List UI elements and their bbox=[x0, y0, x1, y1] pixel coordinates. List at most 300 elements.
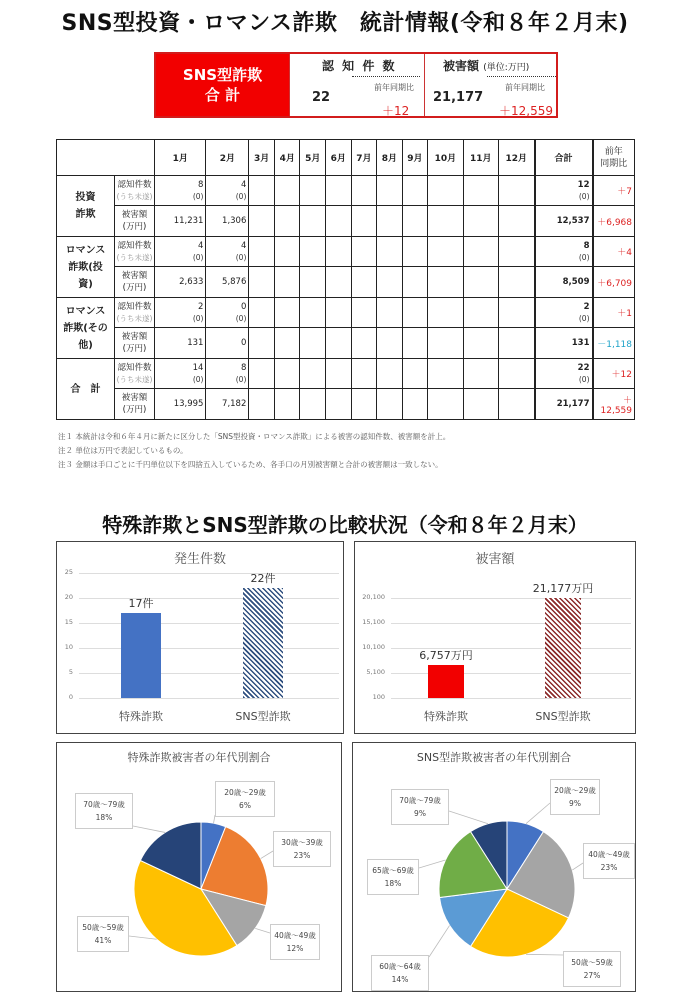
y-tick-label: 20 bbox=[64, 593, 73, 601]
cell-damage bbox=[326, 389, 352, 420]
callout-label: 70歳～79歳 bbox=[399, 796, 441, 805]
sub-label-line: (うち未遂) bbox=[116, 313, 153, 323]
sub-label-damage bbox=[115, 267, 155, 298]
note-2: 注２ 単位は万円で表記しているもの。 bbox=[58, 446, 188, 455]
chart-title: 被害額 bbox=[475, 552, 515, 567]
header-month: 11月 bbox=[463, 140, 498, 176]
cell-damage bbox=[377, 389, 403, 420]
cell-count bbox=[206, 237, 249, 267]
cell-count bbox=[463, 359, 498, 389]
count-total: 8 bbox=[583, 241, 590, 251]
cell-damage-yoy: ＋12,559 bbox=[593, 389, 635, 420]
callout-leader-line bbox=[526, 803, 550, 824]
cell-count bbox=[206, 359, 249, 389]
callout-label: 65歳～69歳 bbox=[372, 866, 414, 875]
count-header: 認 知 件 数 bbox=[322, 59, 397, 73]
note-3: 注３ 金額は手口ごとに千円単位以下を四捨五入しているため、各手口の月別被害額と合計の被害額は一致しない。 bbox=[58, 460, 443, 469]
cell-count bbox=[249, 359, 275, 389]
header-total: 合計 bbox=[535, 140, 593, 176]
callout-label: 40歳～49歳 bbox=[274, 931, 316, 940]
cell-damage bbox=[377, 328, 403, 359]
attempt-total: (0) bbox=[578, 314, 590, 323]
table-row-damage bbox=[57, 267, 635, 298]
sub-label-count bbox=[115, 359, 155, 389]
y-tick-label: 10 bbox=[64, 643, 73, 651]
cell-count bbox=[206, 298, 249, 328]
cell-damage: 5,876 bbox=[206, 267, 249, 298]
sub-label-line: (万円) bbox=[122, 344, 147, 354]
cell-count bbox=[463, 176, 498, 206]
cell-damage bbox=[249, 206, 275, 237]
sub-label-line: (万円) bbox=[122, 222, 147, 232]
category-label-line: 詐欺 bbox=[75, 209, 96, 220]
callout-leader-line bbox=[419, 860, 445, 868]
count-value: 0 bbox=[240, 302, 247, 312]
cell-count-total bbox=[535, 359, 593, 389]
pie-callout bbox=[371, 955, 429, 991]
attempt-value: (0) bbox=[235, 375, 247, 384]
divider bbox=[352, 76, 420, 77]
cell-damage bbox=[351, 267, 377, 298]
cell-damage bbox=[402, 328, 428, 359]
damage-bar-chart bbox=[354, 541, 636, 734]
cell-damage bbox=[463, 267, 498, 298]
callout-percent: 9% bbox=[414, 809, 426, 818]
cell-damage bbox=[326, 206, 352, 237]
header-month: 7月 bbox=[351, 140, 377, 176]
sub-label-damage bbox=[115, 328, 155, 359]
damage-compare-label: 前年同期比 bbox=[505, 83, 545, 92]
category-label-line: 投資 bbox=[75, 192, 96, 203]
sub-label-line: (うち未遂) bbox=[116, 252, 153, 262]
header-month: 10月 bbox=[428, 140, 463, 176]
count-value: 14 bbox=[192, 363, 204, 373]
summary-label-line2: 合 計 bbox=[204, 86, 241, 104]
sub-label-line: 被害額 bbox=[121, 271, 148, 281]
cell-count bbox=[300, 176, 326, 206]
gridline bbox=[79, 648, 339, 649]
count-value: 4 bbox=[240, 241, 247, 251]
sns-fraud-age-pie-chart bbox=[352, 742, 636, 992]
category-label bbox=[57, 176, 115, 237]
category-label-line: 資) bbox=[78, 278, 93, 290]
cell-count-yoy: ＋1 bbox=[593, 298, 635, 328]
category-label-line: 詐欺(投 bbox=[68, 261, 103, 273]
cell-count bbox=[249, 298, 275, 328]
table-header-row bbox=[57, 140, 635, 176]
sub-label-line: 被害額 bbox=[121, 210, 148, 220]
cell-count bbox=[155, 237, 206, 267]
cell-count bbox=[326, 237, 352, 267]
cell-count bbox=[206, 176, 249, 206]
sub-label-line: (万円) bbox=[122, 405, 147, 415]
callout-percent: 12% bbox=[286, 944, 304, 953]
summary-label bbox=[156, 54, 289, 116]
damage-diff: ＋12,559 bbox=[499, 104, 553, 118]
cell-damage-total: 8,509 bbox=[535, 267, 593, 298]
gridline bbox=[79, 698, 339, 699]
callout-leader-line bbox=[429, 925, 450, 957]
cell-damage: 0 bbox=[206, 328, 249, 359]
cell-count bbox=[351, 176, 377, 206]
cell-count bbox=[428, 237, 463, 267]
sub-label-line: 被害額 bbox=[121, 332, 148, 342]
table-row-count bbox=[57, 298, 635, 328]
cell-damage bbox=[351, 206, 377, 237]
cell-damage bbox=[274, 328, 300, 359]
pie-callout bbox=[550, 779, 600, 815]
damage-unit: (単位:万円) bbox=[483, 63, 530, 73]
summary-count-box bbox=[289, 54, 424, 116]
cell-count bbox=[402, 237, 428, 267]
x-category-label: 特殊詐欺 bbox=[424, 710, 468, 723]
header-month: 9月 bbox=[402, 140, 428, 176]
callout-leader-line bbox=[449, 811, 488, 824]
sub-label-damage bbox=[115, 206, 155, 237]
cell-damage bbox=[377, 206, 403, 237]
attempt-total: (0) bbox=[578, 375, 590, 384]
header-month: 1月 bbox=[155, 140, 206, 176]
header-month: 3月 bbox=[249, 140, 275, 176]
header-yoy-line2: 同期比 bbox=[600, 158, 628, 169]
header-month: 8月 bbox=[377, 140, 403, 176]
sub-label-line: 認知件数 bbox=[117, 362, 152, 373]
cell-damage bbox=[428, 206, 463, 237]
category-label-line: ロマンス bbox=[65, 305, 106, 317]
sub-label-count bbox=[115, 298, 155, 328]
cell-count bbox=[377, 359, 403, 389]
y-tick-label: 5 bbox=[68, 668, 73, 676]
bar-data-label: 6,757万円 bbox=[419, 648, 473, 662]
cell-damage-total: 21,177 bbox=[535, 389, 593, 420]
sub-label-line: 認知件数 bbox=[117, 301, 152, 312]
header-yoy bbox=[593, 140, 635, 176]
header-yoy-line1: 前年 bbox=[604, 146, 623, 157]
callout-percent: 27% bbox=[583, 971, 601, 980]
gridline bbox=[391, 623, 631, 624]
y-tick-label: 25 bbox=[64, 568, 73, 576]
count-total: 2 bbox=[583, 302, 590, 312]
y-tick-label: 15,100 bbox=[362, 618, 385, 626]
cell-damage bbox=[498, 267, 534, 298]
y-tick-label: 5,100 bbox=[366, 668, 385, 676]
callout-percent: 9% bbox=[569, 799, 581, 808]
cell-count bbox=[326, 298, 352, 328]
cell-count-yoy: ＋12 bbox=[593, 359, 635, 389]
damage-header-text: 被害額 bbox=[443, 59, 480, 73]
cell-damage bbox=[300, 206, 326, 237]
cell-damage bbox=[428, 267, 463, 298]
x-category-label: 特殊詐欺 bbox=[119, 710, 163, 723]
cell-count bbox=[351, 359, 377, 389]
notes bbox=[58, 430, 450, 472]
cell-count-yoy: ＋7 bbox=[593, 176, 635, 206]
cell-damage bbox=[498, 328, 534, 359]
cell-count bbox=[326, 359, 352, 389]
callout-label: 70歳～79歳 bbox=[83, 800, 125, 809]
bar bbox=[121, 613, 161, 698]
bar bbox=[243, 588, 283, 698]
count-value: 8 bbox=[198, 180, 204, 190]
bar-data-label: 22件 bbox=[250, 572, 276, 585]
cell-damage bbox=[402, 267, 428, 298]
pie-callout bbox=[391, 789, 449, 825]
category-label bbox=[57, 237, 115, 298]
cell-damage bbox=[498, 389, 534, 420]
callout-label: 20歳～29歳 bbox=[224, 788, 266, 797]
count-total: 12 bbox=[577, 180, 590, 190]
cell-damage: 2,633 bbox=[155, 267, 206, 298]
pie-callout bbox=[583, 843, 635, 879]
damage-value: 21,177 bbox=[433, 90, 484, 105]
pie-callout bbox=[273, 831, 331, 867]
attempt-value: (0) bbox=[192, 375, 204, 384]
cell-count bbox=[463, 298, 498, 328]
callout-leader-line bbox=[129, 936, 157, 939]
cell-damage bbox=[402, 389, 428, 420]
cell-damage bbox=[463, 328, 498, 359]
y-tick-label: 0 bbox=[68, 693, 73, 701]
callout-label: 40歳～49歳 bbox=[588, 850, 630, 859]
count-value: 22 bbox=[312, 90, 331, 105]
cell-damage bbox=[463, 389, 498, 420]
divider bbox=[487, 76, 556, 77]
attempt-total: (0) bbox=[578, 192, 590, 201]
sub-label-line: (万円) bbox=[122, 283, 147, 293]
category-label bbox=[57, 298, 115, 359]
y-tick-label: 15 bbox=[64, 618, 73, 626]
summary-label-line1: SNS型詐欺 bbox=[182, 66, 263, 84]
cell-count-total bbox=[535, 176, 593, 206]
table-row-damage bbox=[57, 389, 635, 420]
sub-label-line: 認知件数 bbox=[117, 240, 152, 251]
count-value: 4 bbox=[240, 180, 247, 190]
cell-count bbox=[300, 359, 326, 389]
cell-damage: 7,182 bbox=[206, 389, 249, 420]
sub-label-line: 被害額 bbox=[121, 393, 148, 403]
callout-percent: 23% bbox=[600, 863, 618, 872]
cell-damage bbox=[351, 389, 377, 420]
cell-damage-yoy: －1,118 bbox=[593, 328, 635, 359]
pie-callout bbox=[270, 924, 320, 960]
category-label bbox=[57, 359, 115, 420]
attempt-value: (0) bbox=[192, 314, 204, 323]
count-value: 8 bbox=[240, 363, 247, 373]
sub-label-damage bbox=[115, 389, 155, 420]
category-label-line: ロマンス bbox=[65, 244, 106, 256]
category-label-line: 合 計 bbox=[70, 383, 101, 395]
cell-count bbox=[155, 359, 206, 389]
cell-damage-yoy: ＋6,968 bbox=[593, 206, 635, 237]
cell-count-yoy: ＋4 bbox=[593, 237, 635, 267]
attempt-total: (0) bbox=[578, 253, 590, 262]
cell-count-total bbox=[535, 237, 593, 267]
gridline bbox=[79, 673, 339, 674]
gridline bbox=[391, 673, 631, 674]
cell-damage: 13,995 bbox=[155, 389, 206, 420]
callout-label: 60歳～64歳 bbox=[379, 962, 421, 971]
pie-callout bbox=[367, 859, 419, 895]
y-tick-label: 100 bbox=[372, 693, 385, 701]
cell-damage: 11,231 bbox=[155, 206, 206, 237]
special-fraud-age-pie-chart bbox=[56, 742, 342, 992]
cell-damage-total: 12,537 bbox=[535, 206, 593, 237]
pie-callout bbox=[75, 793, 133, 829]
summary-box bbox=[154, 52, 558, 118]
header-month: 5月 bbox=[300, 140, 326, 176]
cell-count bbox=[274, 237, 300, 267]
y-tick-label: 10,100 bbox=[362, 643, 385, 651]
callout-leader-line bbox=[572, 863, 583, 870]
cell-count bbox=[274, 298, 300, 328]
cell-damage-total: 131 bbox=[535, 328, 593, 359]
header-blank bbox=[57, 140, 155, 176]
table-row-damage bbox=[57, 328, 635, 359]
cell-damage bbox=[300, 389, 326, 420]
chart-title: 特殊詐欺被害者の年代別割合 bbox=[127, 751, 271, 764]
callout-percent: 14% bbox=[391, 975, 409, 984]
callout-percent: 18% bbox=[95, 813, 113, 822]
cell-count bbox=[377, 298, 403, 328]
callout-label: 50歳～59歳 bbox=[82, 923, 124, 932]
x-category-label: SNS型詐欺 bbox=[235, 710, 291, 723]
count-compare-label: 前年同期比 bbox=[374, 83, 414, 92]
attempt-value: (0) bbox=[235, 192, 247, 201]
cell-damage bbox=[249, 389, 275, 420]
cell-damage: 1,306 bbox=[206, 206, 249, 237]
attempt-value: (0) bbox=[192, 192, 204, 201]
cell-count bbox=[402, 298, 428, 328]
cell-count bbox=[300, 298, 326, 328]
table-row-damage bbox=[57, 206, 635, 237]
sub-label-line: 認知件数 bbox=[117, 179, 152, 190]
summary-damage-box bbox=[424, 54, 556, 116]
cell-damage bbox=[326, 328, 352, 359]
cell-count bbox=[377, 176, 403, 206]
category-label-line: 詐欺(その bbox=[63, 322, 108, 334]
count-value: 4 bbox=[198, 241, 204, 251]
pie-callout bbox=[563, 951, 621, 987]
cell-count bbox=[498, 176, 534, 206]
cell-damage bbox=[498, 206, 534, 237]
callout-percent: 41% bbox=[94, 936, 112, 945]
count-total: 22 bbox=[577, 363, 590, 373]
cell-damage bbox=[274, 389, 300, 420]
sub-label-line: (うち未遂) bbox=[116, 191, 153, 201]
callout-leader-line bbox=[526, 954, 563, 955]
cell-count bbox=[274, 176, 300, 206]
bar-data-label: 17件 bbox=[128, 597, 154, 610]
cell-count bbox=[326, 176, 352, 206]
cell-count bbox=[300, 237, 326, 267]
count-diff: ＋12 bbox=[382, 104, 410, 118]
pie-callout bbox=[215, 781, 275, 817]
cell-count bbox=[428, 176, 463, 206]
cell-count bbox=[498, 237, 534, 267]
cell-count bbox=[249, 237, 275, 267]
y-tick-label: 20,100 bbox=[362, 593, 385, 601]
cell-damage bbox=[326, 267, 352, 298]
cell-count bbox=[155, 176, 206, 206]
bar bbox=[545, 598, 581, 698]
gridline bbox=[391, 598, 631, 599]
attempt-value: (0) bbox=[235, 314, 247, 323]
statistics-table bbox=[56, 139, 635, 420]
cell-damage bbox=[300, 267, 326, 298]
note-1: 注１ 本統計は令和６年４月に新たに区分した「SNS型投資・ロマンス詐欺」による被害の認知件数、被害額を計上。 bbox=[58, 432, 451, 441]
callout-leader-line bbox=[261, 851, 273, 859]
section-title: 特殊詐欺とSNS型詐欺の比較状況（令和８年２月末） bbox=[102, 513, 588, 537]
pie-callout bbox=[77, 916, 129, 952]
cell-count-total bbox=[535, 298, 593, 328]
cell-damage bbox=[428, 328, 463, 359]
gridline bbox=[79, 623, 339, 624]
attempt-value: (0) bbox=[235, 253, 247, 262]
table-row-count bbox=[57, 237, 635, 267]
header-month: 12月 bbox=[498, 140, 534, 176]
bar bbox=[428, 665, 464, 698]
cell-count bbox=[402, 176, 428, 206]
sub-label-count bbox=[115, 176, 155, 206]
cell-count bbox=[377, 237, 403, 267]
cell-damage bbox=[274, 206, 300, 237]
count-bar-chart bbox=[56, 541, 344, 734]
category-label-line: 他) bbox=[78, 339, 93, 351]
cell-count bbox=[428, 359, 463, 389]
chart-title: SNS型詐欺被害者の年代別割合 bbox=[416, 751, 572, 764]
cell-damage: 131 bbox=[155, 328, 206, 359]
gridline bbox=[391, 698, 631, 699]
cell-damage bbox=[249, 267, 275, 298]
sub-label-line: (うち未遂) bbox=[116, 374, 153, 384]
callout-label: 20歳～29歳 bbox=[554, 786, 596, 795]
header-month: 6月 bbox=[326, 140, 352, 176]
cell-damage-yoy: ＋6,709 bbox=[593, 267, 635, 298]
cell-count bbox=[402, 359, 428, 389]
page-title: SNS型投資・ロマンス詐欺 統計情報(令和８年２月末) bbox=[61, 11, 629, 36]
chart-title: 発生件数 bbox=[173, 552, 226, 567]
cell-count bbox=[463, 237, 498, 267]
callout-percent: 23% bbox=[293, 851, 311, 860]
cell-count bbox=[155, 298, 206, 328]
count-value: 2 bbox=[198, 302, 204, 312]
attempt-value: (0) bbox=[192, 253, 204, 262]
callout-percent: 6% bbox=[239, 801, 251, 810]
callout-label: 30歳～39歳 bbox=[281, 838, 323, 847]
callout-leader-line bbox=[133, 826, 165, 832]
table-row-count bbox=[57, 359, 635, 389]
cell-damage bbox=[351, 328, 377, 359]
callout-leader-line bbox=[255, 928, 270, 933]
damage-header bbox=[443, 57, 529, 74]
callout-label: 50歳～59歳 bbox=[571, 958, 613, 967]
table-row-count bbox=[57, 176, 635, 206]
cell-count bbox=[351, 298, 377, 328]
cell-count bbox=[249, 176, 275, 206]
cell-count bbox=[351, 237, 377, 267]
header-month: 4月 bbox=[274, 140, 300, 176]
cell-damage bbox=[463, 206, 498, 237]
x-category-label: SNS型詐欺 bbox=[535, 710, 591, 723]
cell-damage bbox=[249, 328, 275, 359]
callout-percent: 18% bbox=[384, 879, 402, 888]
cell-count bbox=[498, 359, 534, 389]
bar-data-label: 21,177万円 bbox=[532, 582, 594, 595]
header-month: 2月 bbox=[206, 140, 249, 176]
cell-damage bbox=[402, 206, 428, 237]
cell-damage bbox=[428, 389, 463, 420]
cell-count bbox=[498, 298, 534, 328]
